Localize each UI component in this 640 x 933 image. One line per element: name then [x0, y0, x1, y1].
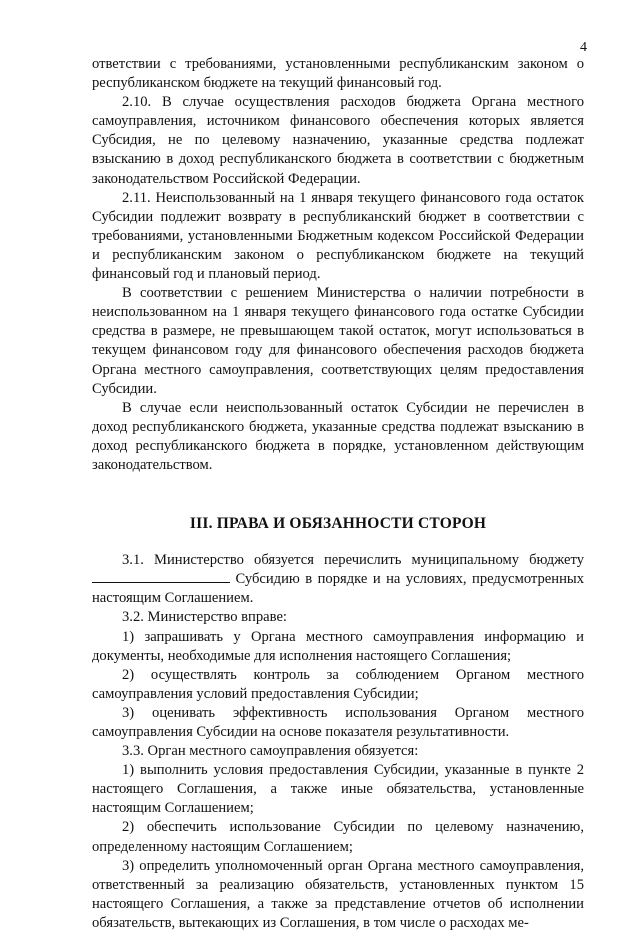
- section-title: III. ПРАВА И ОБЯЗАННОСТИ СТОРОН: [189, 515, 487, 533]
- paragraph-3-1: [92, 551, 584, 608]
- paragraph-3-2-1: 1) запрашивать у Органа местного самоуправления информацию и документы, необходимые для исполнения настоящего Соглашения;: [92, 628, 584, 664]
- paragraph-2-10: 2.10. В случае осуществления расходов бюджета Органа местного самоуправления, источником финансового обеспечения которых является Субсидия, не по целевому назначению, указанные средства подлежат взысканию в доход республиканского бюджета в соответствии с бюджетным законодательством Российской Федерации.: [92, 94, 584, 187]
- page-number: 4: [580, 40, 587, 55]
- paragraph-3-3-3: 3) определить уполномоченный орган Органа местного самоуправления, ответственный за реализацию обязательств, установленных пунктом 15 настоящего Соглашения, а также за представление отчетов об исполнении обязательств, вытекающих из Соглашения, в том числе о расходах ме-: [92, 857, 584, 931]
- document-body: [92, 55, 584, 933]
- paragraph-2-11: 2.11. Неиспользованный на 1 января текущего финансового года остаток Субсидии подлежит возврату в республиканский бюджет в соответствии с требованиями, установленными Бюджетным кодексом Российской Федерации и республиканским законом о республиканском бюджете на текущий финансовый год и плановый период.: [92, 189, 584, 283]
- paragraph-3-1-end: Субсидию в порядке и на условиях, предусмотренных настоящим Соглашением.: [92, 571, 584, 607]
- paragraph-3-2-2: 2) осуществлять контроль за соблюдением Органом местного самоуправления условий предоставления Субсидии;: [92, 666, 584, 702]
- paragraph-3-3: 3.3. Орган местного самоуправления обязуется:: [122, 743, 419, 760]
- paragraph-3-1-start: 3.1. Министерство обязуется перечислить муниципальному бюджету: [122, 552, 584, 569]
- paragraph-unused-balance: В случае если неиспользованный остаток Субсидии не перечислен в доход республиканского бюджета, указанные средства подлежат взысканию в доход республиканского бюджета в порядке, установленном действующим законодательством.: [92, 399, 584, 473]
- paragraph-continuation: ответствии с требованиями, установленными республиканским законом о республиканском бюджете на текущий финансовый год.: [92, 56, 584, 92]
- municipality-blank-line: [92, 570, 230, 583]
- paragraph-3-3-2: 2) обеспечить использование Субсидии по целевому назначению, определенному настоящим Соглашением;: [92, 819, 584, 855]
- paragraph-3-3-1: 1) выполнить условия предоставления Субсидии, указанные в пункте 2 настоящего Соглашения, а также иные обязательства, установленные настоящим Соглашением;: [92, 762, 584, 817]
- paragraph-3-2-3: 3) оценивать эффективность использования Органом местного самоуправления Субсидии на основе показателя результативности.: [92, 704, 584, 740]
- paragraph-3-2: 3.2. Министерство вправе:: [122, 609, 287, 626]
- paragraph-ministry-decision: В соответствии с решением Министерства о наличии потребности в неиспользованном на 1 января текущего финансового года остатке Субсидии средства в размере, не превышающем такой остаток, могут использоваться в текущем финансовом году для финансового обеспечения расходов бюджета Органа местного самоуправления, соответствующих целям предоставления Субсидии.: [92, 285, 584, 397]
